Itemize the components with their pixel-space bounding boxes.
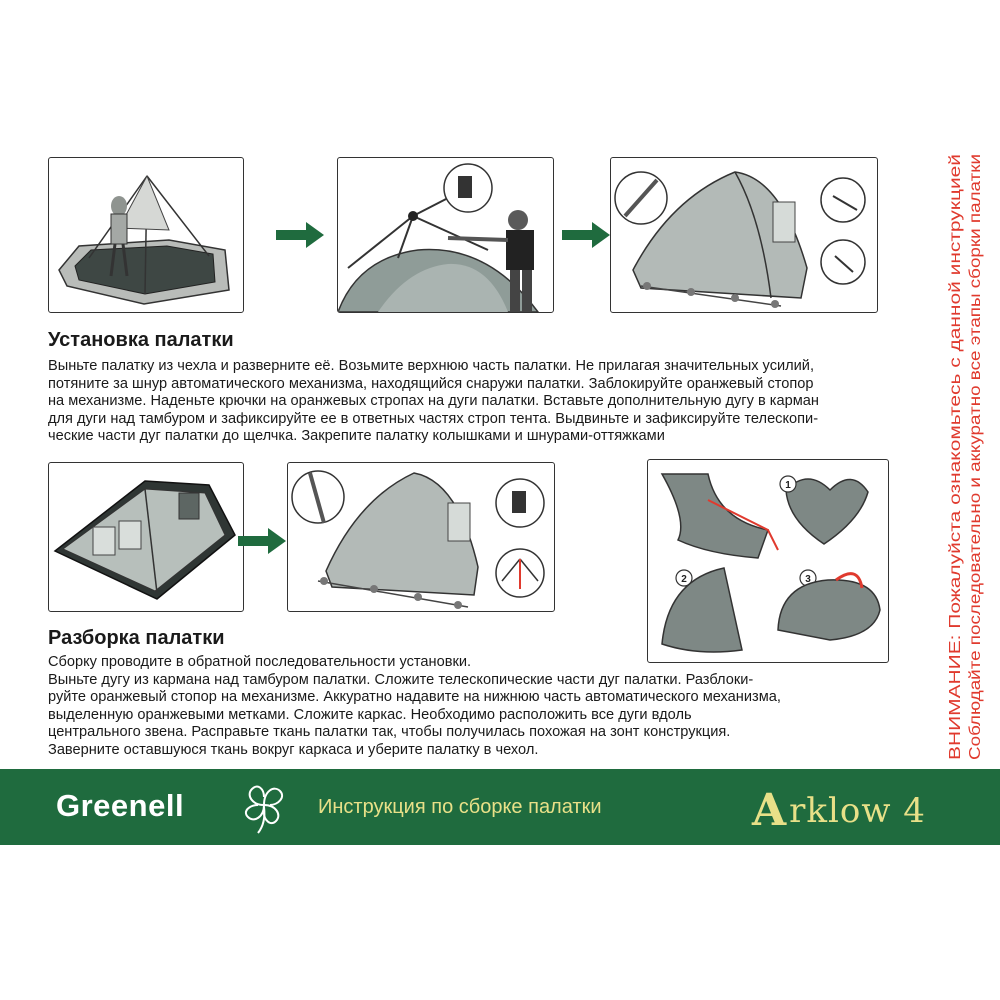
- install-section-title: Установка палатки: [48, 329, 234, 351]
- disassembly-step-1-panel: [48, 462, 244, 612]
- install-line: ческие части дуг палатки до щелчка. Закрепите палатку колышками и шнурами-оттяжками: [48, 428, 665, 445]
- disassembly-step-2-panel: [287, 462, 555, 612]
- install-line: Выньте палатку из чехла и разверните её. Возьмите верхнюю часть палатки. Не прилагая значительных усилий,: [48, 358, 815, 374]
- fold-step-label: 1: [785, 480, 791, 491]
- fold-step-label: 3: [805, 574, 811, 585]
- right-arrow-icon: [238, 528, 286, 554]
- tent-folding-illustration: [648, 460, 888, 662]
- disassembly-line: Заверните оставшуюся ткань вокруг каркаса и уберите палатку в чехол.: [48, 741, 539, 758]
- footer-banner: [0, 769, 1000, 845]
- fold-steps-panel: [647, 459, 889, 663]
- right-arrow-icon: [562, 222, 610, 248]
- model-rest: rklow 4: [789, 791, 926, 831]
- right-arrow-icon: [276, 222, 324, 248]
- disassembly-section-title: Разборка палатки: [48, 627, 225, 649]
- model-initial: A: [752, 785, 788, 836]
- footer-caption: Инструкция по сборке палатки: [318, 796, 602, 818]
- model-name: [752, 785, 926, 836]
- install-line: для дуги над тамбуром и зафиксируйте ее в ответных частях строп тента. Выдвиньте и зафиксируйте телескопи-: [48, 410, 819, 427]
- warning-line-2: Соблюдайте последовательно и аккуратно все этапы сборки палатки: [967, 258, 984, 760]
- install-step-2-panel: [337, 157, 554, 313]
- warning-line-1: ВНИМАНИЕ: Пожалуйста ознакомьтесь с данной инструкцией: [947, 308, 964, 760]
- tent-pegging-illustration: [611, 158, 877, 312]
- tent-assembled-illustration: [49, 463, 243, 611]
- disassembly-line: руйте оранжевый стопор на механизме. Аккуратно надавите на нижнюю часть автоматического механизма,: [48, 689, 781, 706]
- brand-logo: Greenell: [56, 788, 185, 823]
- disassembly-line: центрального звена. Расправьте ткань палатки так, чтобы получилась похожая на зонт конструкция.: [48, 724, 731, 741]
- clover-icon: [236, 777, 292, 835]
- disassembly-instructions: [48, 654, 781, 760]
- tent-unpegging-illustration: [288, 463, 554, 611]
- install-step-3-panel: [610, 157, 878, 313]
- install-line: потяните за шнур автоматического механизма, находящийся снаружи палатки. Заблокируйте оранжевый стопор: [48, 375, 814, 392]
- tent-unfolding-illustration: [49, 158, 243, 312]
- mechanism-pull-illustration: [338, 158, 553, 312]
- disassembly-line: Выньте дугу из кармана над тамбуром палатки. Сложите телескопические части дуг палатки. Разблоки-: [48, 671, 754, 688]
- install-instructions: [48, 358, 819, 446]
- disassembly-line: Сборку проводите в обратной последовательности установки.: [48, 654, 472, 670]
- install-step-1-panel: [48, 157, 244, 313]
- install-line: на механизме. Наденьте крючки на оранжевых стропах на дуги палатки. Вставьте дополнительную дугу в карман: [48, 393, 819, 410]
- disassembly-line: выделенную оранжевыми метками. Сложите каркас. Необходимо расположить все дуги вдоль: [48, 706, 692, 723]
- side-warning: [940, 150, 990, 762]
- fold-step-label: 2: [681, 574, 687, 585]
